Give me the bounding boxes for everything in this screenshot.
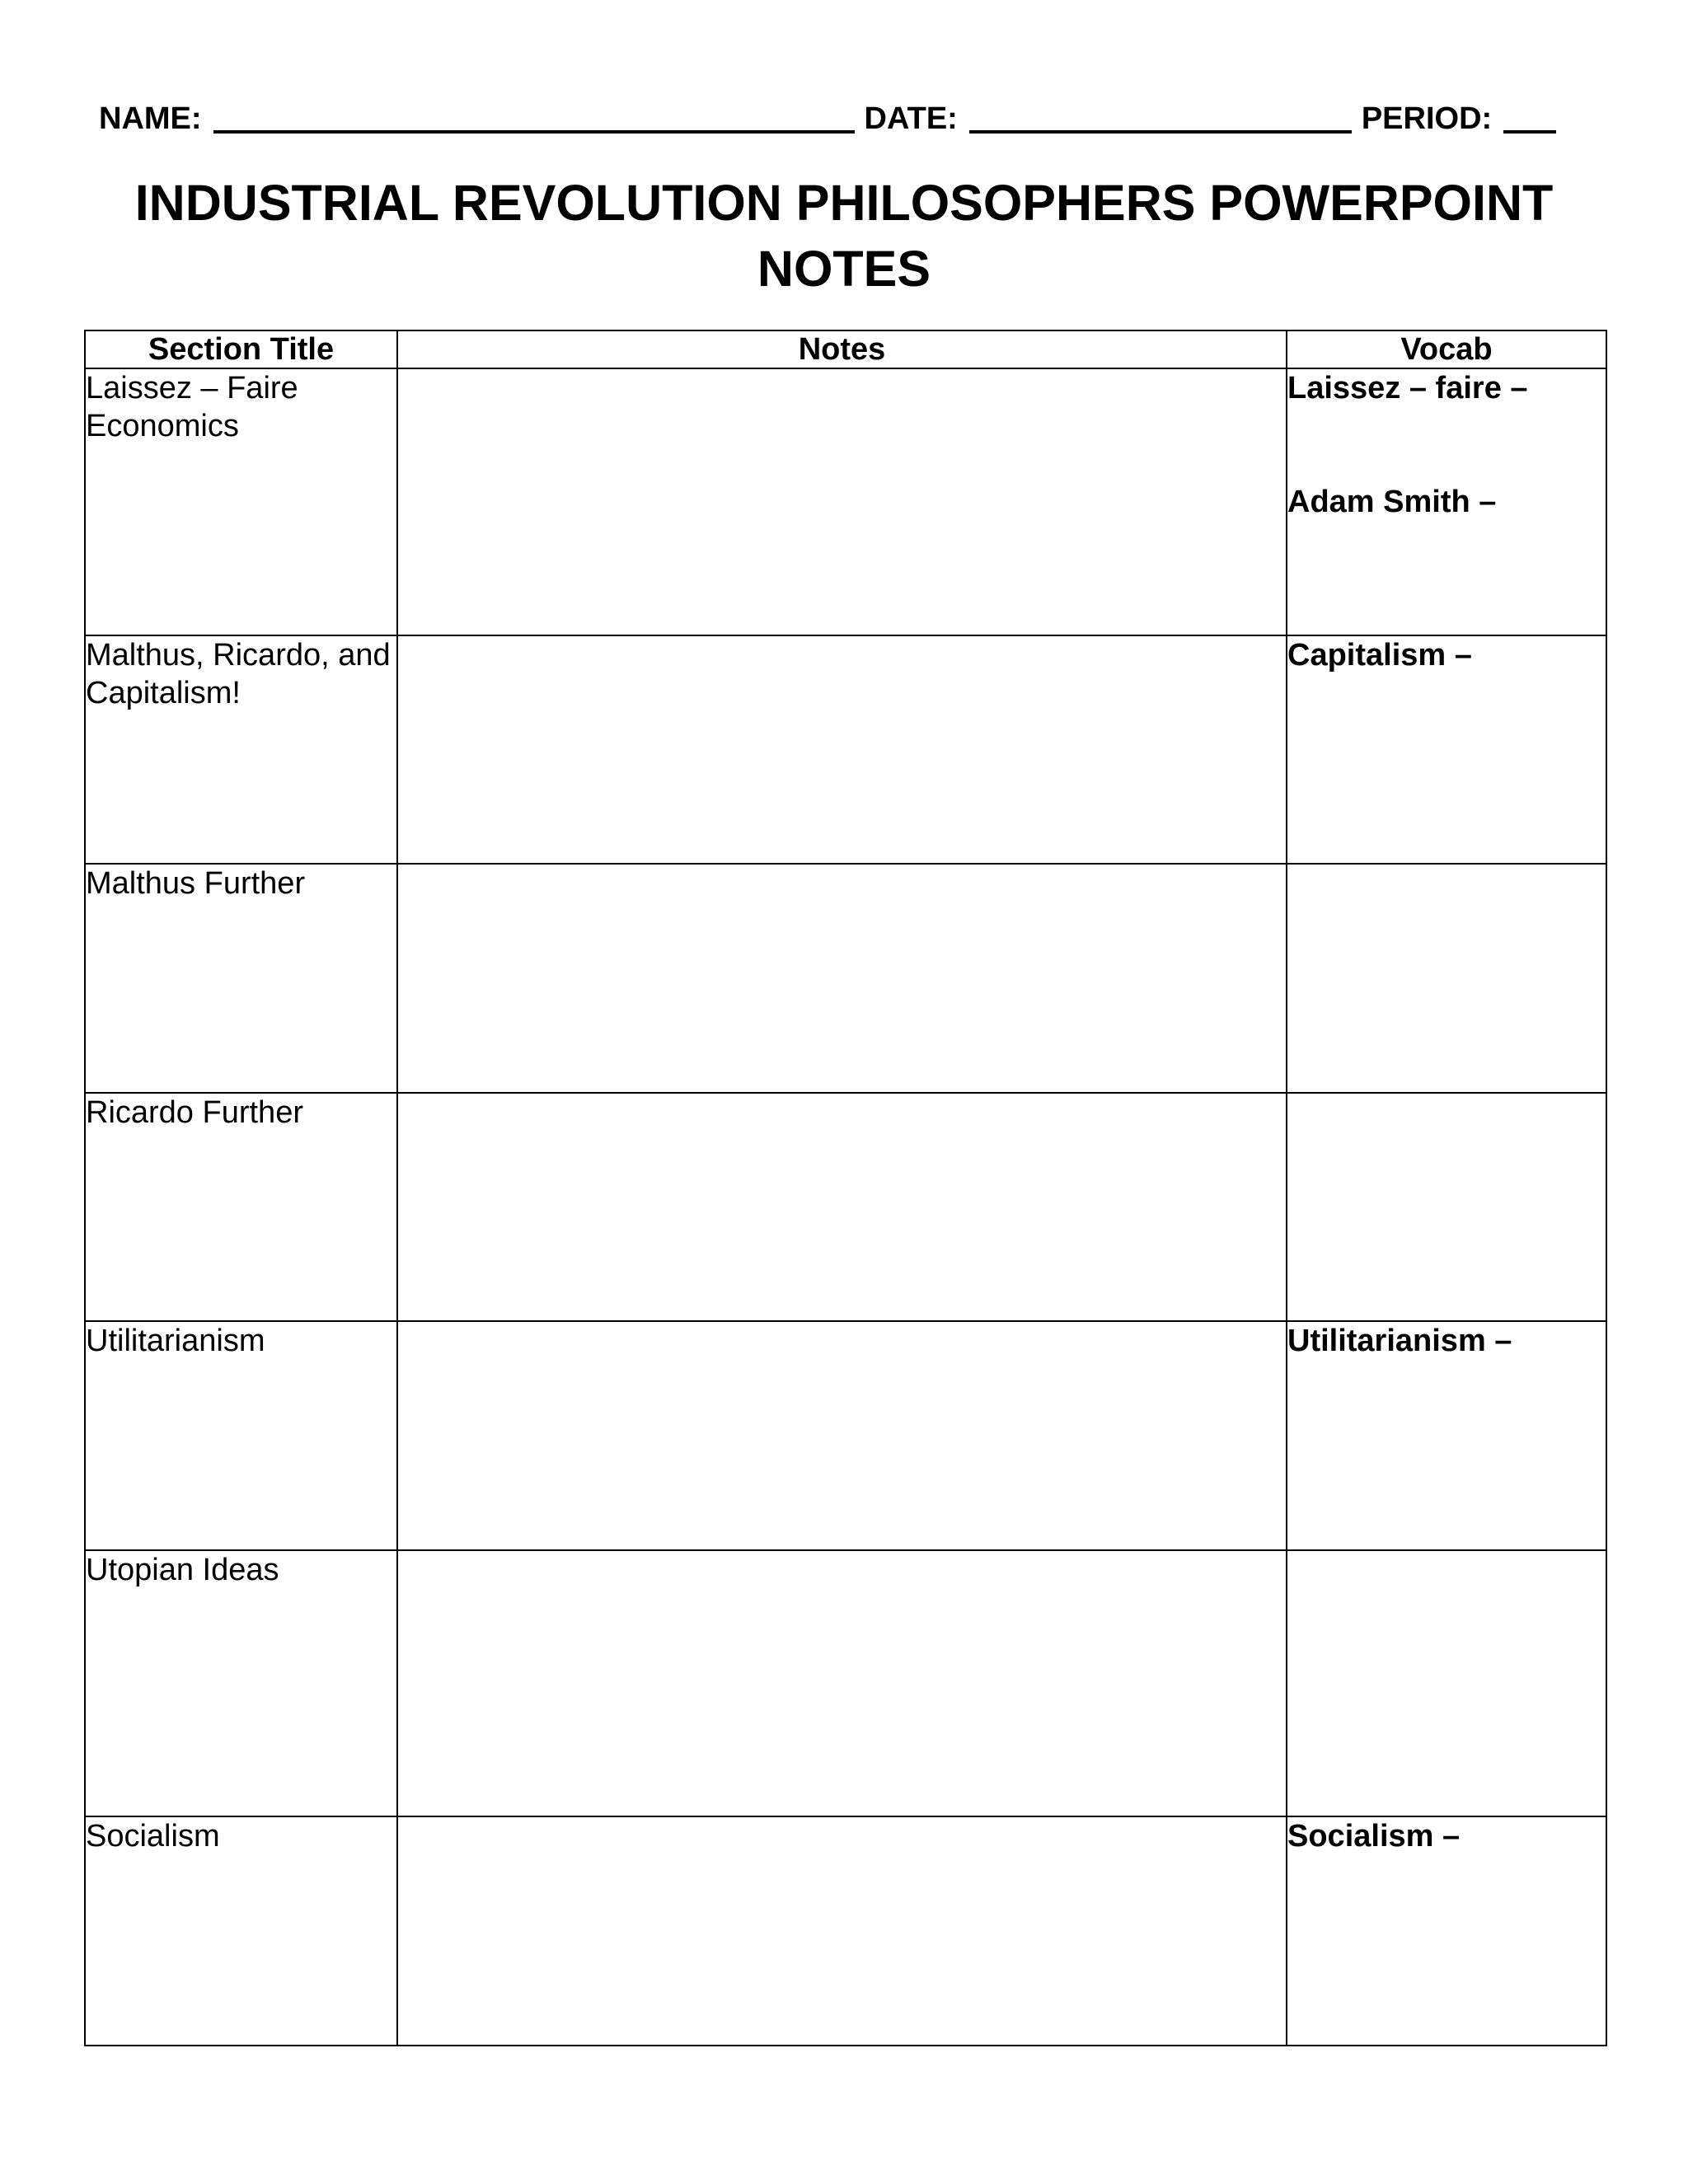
vocab-cell[interactable] (1287, 1816, 1606, 2046)
period-blank[interactable] (1503, 97, 1556, 134)
vocab-cell[interactable] (1287, 635, 1606, 864)
column-header-section-title: Section Title (85, 330, 397, 368)
column-header-notes: Notes (397, 330, 1287, 368)
vocab-term: Socialism – (1287, 1819, 1461, 1854)
table-row (85, 1550, 1606, 1816)
table-row (85, 864, 1606, 1093)
notes-cell[interactable] (397, 864, 1287, 1093)
date-label: DATE: (864, 101, 958, 136)
section-title-cell: Utilitarianism (85, 1321, 397, 1550)
table-row (85, 1093, 1606, 1321)
name-label: NAME: (99, 101, 202, 136)
vocab-cell[interactable] (1287, 864, 1606, 1093)
notes-cell[interactable] (397, 368, 1287, 635)
table-row (85, 635, 1606, 864)
vocab-term: Capitalism – (1287, 638, 1472, 673)
notes-table (84, 330, 1607, 2046)
column-header-vocab: Vocab (1287, 330, 1606, 368)
section-title-cell: Laissez – Faire Economics (85, 368, 397, 635)
name-blank[interactable] (213, 97, 855, 134)
notes-cell[interactable] (397, 1550, 1287, 1816)
notes-cell[interactable] (397, 1093, 1287, 1321)
student-info-line (99, 96, 1582, 142)
section-title-cell: Ricardo Further (85, 1093, 397, 1321)
vocab-term: Utilitarianism – (1287, 1324, 1512, 1358)
notes-cell[interactable] (397, 1321, 1287, 1550)
table-row (85, 368, 1606, 635)
notes-cell[interactable] (397, 635, 1287, 864)
vocab-cell[interactable] (1287, 368, 1606, 635)
vocab-term: Adam Smith – (1287, 485, 1497, 519)
date-blank[interactable] (969, 97, 1352, 134)
table-row (85, 1321, 1606, 1550)
vocab-cell[interactable] (1287, 1093, 1606, 1321)
section-title-cell: Socialism (85, 1816, 397, 2046)
page-title: INDUSTRIAL REVOLUTION PHILOSOPHERS POWERPOINT NOTES (134, 175, 1554, 297)
period-label: PERIOD: (1361, 101, 1493, 136)
vocab-cell[interactable] (1287, 1550, 1606, 1816)
table-row (85, 1816, 1606, 2046)
section-title-cell: Malthus, Ricardo, and Capitalism! (85, 635, 397, 864)
vocab-cell[interactable] (1287, 1321, 1606, 1550)
section-title-cell: Malthus Further (85, 864, 397, 1093)
notes-cell[interactable] (397, 1816, 1287, 2046)
table-header-row (85, 330, 1606, 368)
vocab-term: Laissez – faire – (1287, 371, 1528, 405)
section-title-cell: Utopian Ideas (85, 1550, 397, 1816)
